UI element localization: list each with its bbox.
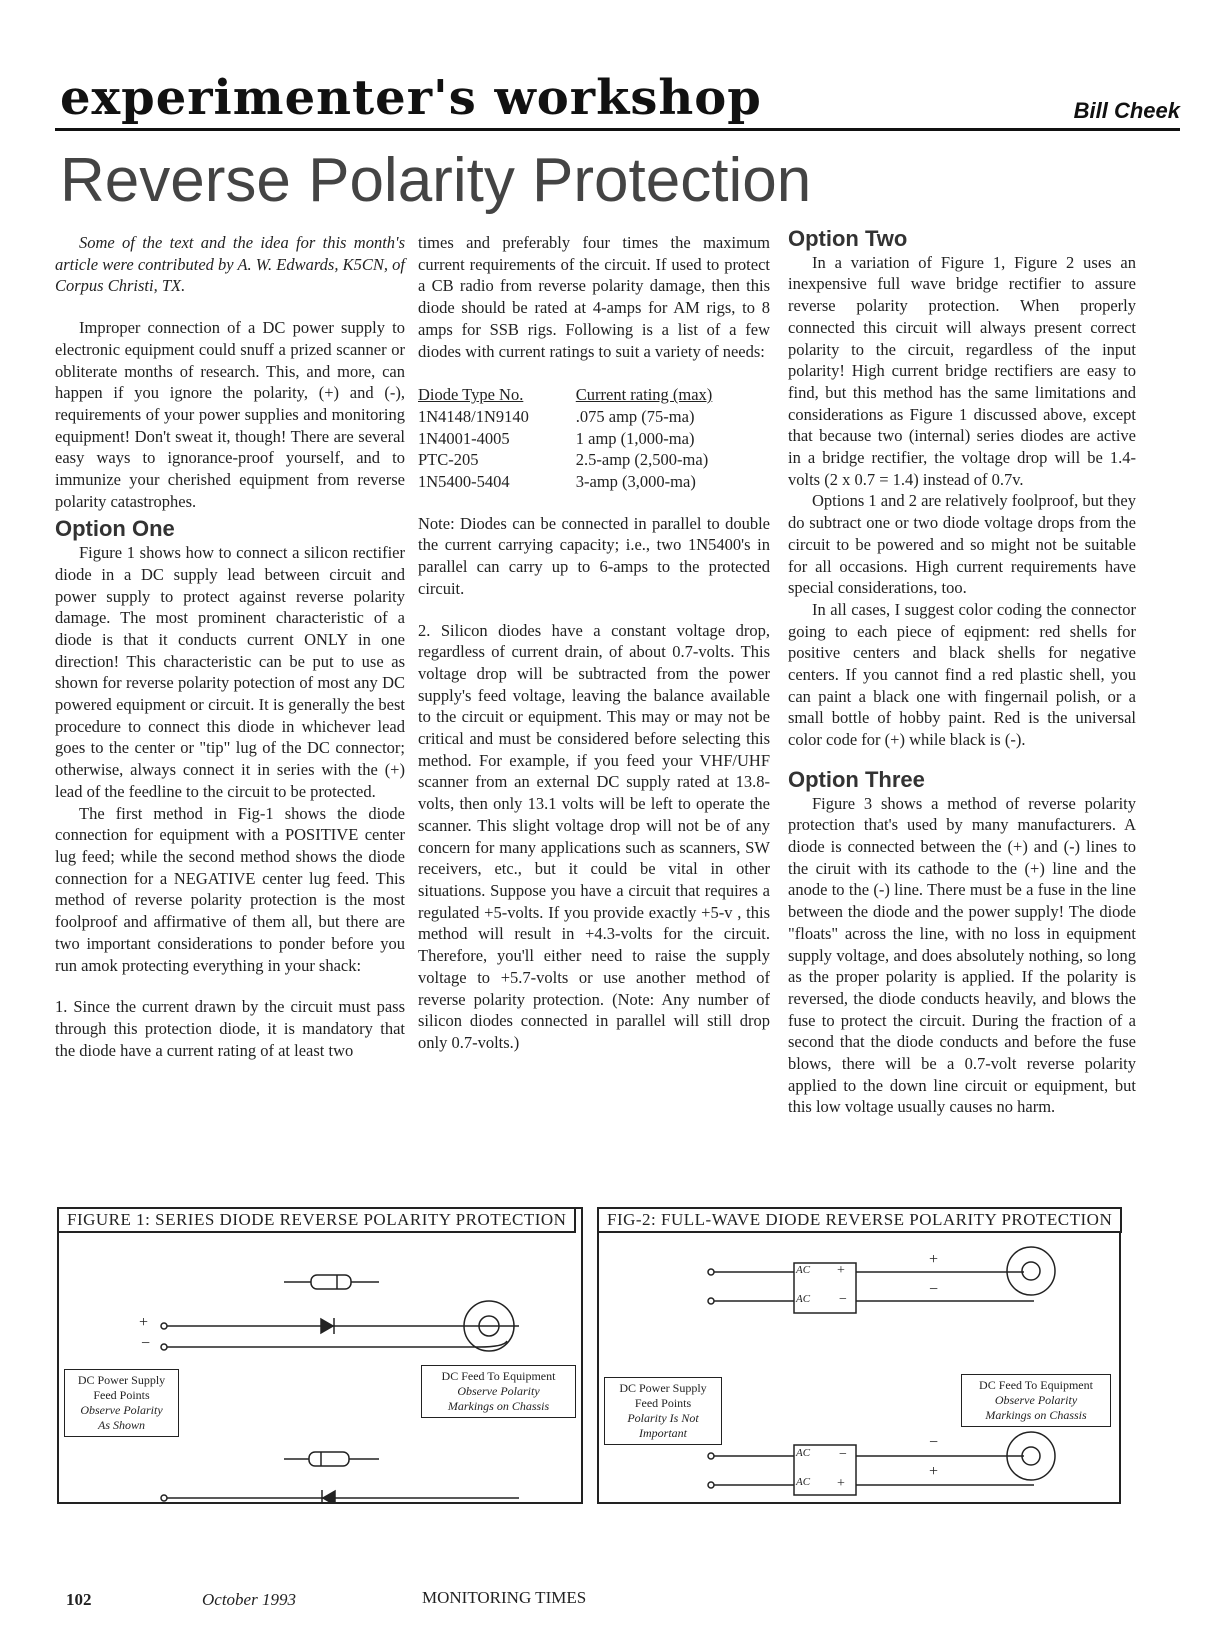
column-1 [55, 232, 405, 1061]
supply-box-line: DC Power Supply [77, 1373, 166, 1387]
figure-2 [597, 1207, 1121, 1504]
article-title: Reverse Polarity Protection [60, 146, 812, 215]
table-cell: 1N5400-5404 [418, 472, 510, 492]
equipment-box [961, 1374, 1111, 1427]
table-header-cell: Diode Type No. [418, 385, 524, 405]
table-cell: 1N4148/1N9140 [418, 406, 529, 426]
option-two-paragraph-1: In a variation of Figure 1, Figure 2 uses an inexpensive full wave bridge rectifier to assure reverse polarity protection. When properly connected this circuit will always present correct polarity to the circuit, regardless of the input polarity! High current bridge rectifiers are easy to find, but this method has the same limitations and considerations as Figure 1 discussed above, except that because two (internal) series diodes are active in a bridge rectifier, the voltage drop will be 1.4-volts (2 x 0.7 = 1.4) instead of 0.7v. [788, 252, 1136, 489]
dc-minus-terminal: − [839, 1292, 847, 1307]
minus-label: − [929, 1434, 939, 1451]
point-2: 2. Silicon diodes have a constant voltage drop, regardless of current drain, of about 0.7-volts. This voltage drop will be subtracted from the power supply's feed voltage, leaving the balance available to the circuit or equipment. This may or may not be critical and must be considered before selecting this method. For example, if you feed your VHF/UHF scanner from an external DC supply rated at 13.8-volts, then only 13.1 volts will be left to operate the scanner. This slight voltage drop will not be of any concern for many applications such as scanners, SW receivers, etc., but it could be vital in other situations. Suppose you have a circuit that requires a regulated +5-volts. If you provide exactly +5-v , this method will result in +4.3-volts for the circuit. Therefore, you'll either need to raise the supply voltage to +5.7-volts or use another method of reverse polarity protection. (Note: Any number of silicon diodes connected in parallel will still drop only 0.7-volts.) [418, 620, 770, 1052]
table-header-cell: Current rating (max) [575, 385, 713, 405]
supply-box-line: Observe Polarity [80, 1403, 163, 1417]
dc-plus-terminal: + [837, 1263, 845, 1278]
dc-minus-terminal: − [839, 1447, 847, 1462]
author-name: Bill Cheek [1073, 98, 1180, 123]
option-three-paragraph: Figure 3 shows a method of reverse polarity protection that's used by many manufacturers. A diode is connected between the (+) and (-) lines to the ciruit with its cathode to the (+) line and the anode to the (-) line. There must be a fuse in the line between the diode and the power supply! The diode "floats" across the line, with no loss in equipment supply voltage, and does absolutely nothing, so long as the proper polarity is applied. If the polarity is reversed, the diode conducts heavily, and blows the fuse to protect the circuit. During the fraction of a second that the diode conducts and before the fuse blows, there will be a 0.7-volt reverse polarity applied to the down line circuit or equipment, but this low voltage usually causes no harm. [788, 793, 1136, 1117]
equipment-box-line: Observe Polarity [994, 1393, 1078, 1407]
table-row [418, 428, 770, 450]
option-two-heading: Option Two [788, 226, 908, 251]
intro-paragraph: Improper connection of a DC power supply to electronic equipment could snuff a prized scanner or obliterate months of research. This, and more, can happen if you ignore the polarity, (+) and (-), requirements of your power supplies and monitoring equipment! Don't sweat it, though! There are several easy ways to ignorance-proof yourself, and to immunize your cherished equipment from reverse polarity catastrophes. [55, 318, 405, 511]
figure-1-caption: FIGURE 1: SERIES DIODE REVERSE POLARITY PROTECTION [57, 1207, 576, 1233]
figure-1-diagram [59, 1209, 581, 1502]
credit-note: Some of the text and the idea for this month's article were contributed by A. W. Edwards, K5CN, of Corpus Christi, TX. [55, 233, 405, 296]
figure-1 [57, 1207, 583, 1504]
column-2 [418, 232, 770, 1054]
ac-label: AC [796, 1447, 811, 1459]
option-one-paragraph-1: Figure 1 shows how to connect a silicon rectifier diode in a DC supply lead between circuit and power supply to protect against reverse polarity damage. The most prominent characteristic of a diode is that it conducts current ONLY in one direction! This characteristic can be put to use as shown for reverse polarity potection of most any DC powered equipment or circuit. It is generally the best procedure to connect this diode in whichever lead goes to the center or "tip" lug of the DC connector; otherwise, always connect it in series with the (+) lead of the feedline to the circuit to be protected. [55, 543, 405, 801]
ac-label: AC [796, 1476, 811, 1488]
point-1: 1. Since the current drawn by the circuit must pass through this protection diode, it is mandatory that the diode have a current rating of at least two [55, 997, 405, 1060]
equipment-box-line: DC Feed To Equipment [441, 1369, 556, 1383]
minus-label: − [141, 1335, 151, 1352]
minus-label: − [929, 1281, 939, 1298]
equipment-box-line: DC Feed To Equipment [979, 1378, 1093, 1392]
equipment-box-line: Markings on Chassis [447, 1399, 550, 1413]
ac-label: AC [796, 1293, 811, 1305]
equipment-box [421, 1365, 576, 1418]
plus-label: + [929, 1463, 939, 1480]
section-title: experimenter's workshop [60, 70, 762, 126]
table-row [418, 406, 770, 428]
table-row [418, 449, 770, 471]
parallel-note: Note: Diodes can be connected in parallel to double the current carrying capacity; i.e., two 1N5400's in parallel can carry up to 6-amps to the protected circuit. [418, 513, 770, 598]
dc-plus-terminal: + [837, 1476, 845, 1491]
table-cell: .075 amp (75-ma) [575, 406, 695, 426]
table-cell: 3-amp (3,000-ma) [575, 472, 696, 492]
supply-box-line: Feed Points [634, 1396, 692, 1410]
supply-box [64, 1369, 179, 1437]
table-cell: 1N4001-4005 [418, 428, 510, 448]
column-3 [788, 228, 1136, 1118]
supply-box-line: Polarity Is Not [627, 1411, 699, 1425]
option-one-paragraph-2: The first method in Fig-1 shows the diode connection for equipment with a POSITIVE center lug feed; while the second method shows the diode connection for a NEGATIVE center lug feed. This method of reverse polarity protection is the most foolproof and affirmative of them all, but there are two important considerations to ponder before you run amok protecting everything in your shack: [55, 803, 405, 975]
header-rule [55, 128, 1180, 131]
diode-table [418, 384, 770, 493]
publication-name: MONITORING TIMES [422, 1588, 587, 1607]
table-cell: PTC-205 [418, 450, 479, 470]
option-two-paragraph-2: Options 1 and 2 are relatively foolproof, but they do subtract one or two diode voltage drops from the circuit to be powered and so might not be suitable for all occasions. High current requirements have special considerations, too. [788, 491, 1136, 598]
option-one-heading: Option One [55, 516, 175, 542]
issue-date: October 1993 [202, 1590, 296, 1609]
supply-box [604, 1377, 722, 1445]
figure-2-caption: FIG-2: FULL-WAVE DIODE REVERSE POLARITY PROTECTION [597, 1207, 1122, 1233]
supply-box-line: DC Power Supply [619, 1381, 707, 1395]
table-row [418, 471, 770, 493]
plus-label: + [139, 1314, 149, 1331]
page-number: 102 [66, 1590, 92, 1609]
table-cell: 1 amp (1,000-ma) [575, 428, 695, 448]
option-two-paragraph-3: In all cases, I suggest color coding the connector going to each piece of eqipment: red shells for positive centers and black shells for negative centers. If you cannot find a red plastic shell, you can paint a black one with fingernail polish, or a small bottle of hobby paint. Red is the universal color code for (+) while black is (-). [788, 599, 1136, 750]
table-header-row [418, 384, 770, 406]
supply-box-line: Important [639, 1426, 687, 1440]
supply-box-line: Feed Points [93, 1388, 150, 1402]
ac-label: AC [796, 1264, 811, 1276]
option-three-heading: Option Three [788, 766, 925, 792]
plus-label: + [929, 1251, 939, 1268]
supply-box-line: As Shown [97, 1418, 145, 1432]
equipment-box-line: Observe Polarity [457, 1384, 540, 1398]
equipment-box-line: Markings on Chassis [985, 1408, 1087, 1422]
point-1-continued: times and preferably four times the maximum current requirements of the circuit. If used to protect a CB radio from reverse polarity damage, then this diode should be rated at 4-amps for AM rigs, to 8 amps for SSB rigs. Following is a list of a few diodes with current ratings to suit a variety of needs: [418, 233, 770, 361]
figure-2-diagram [599, 1209, 1119, 1502]
table-cell: 2.5-amp (2,500-ma) [575, 450, 709, 470]
